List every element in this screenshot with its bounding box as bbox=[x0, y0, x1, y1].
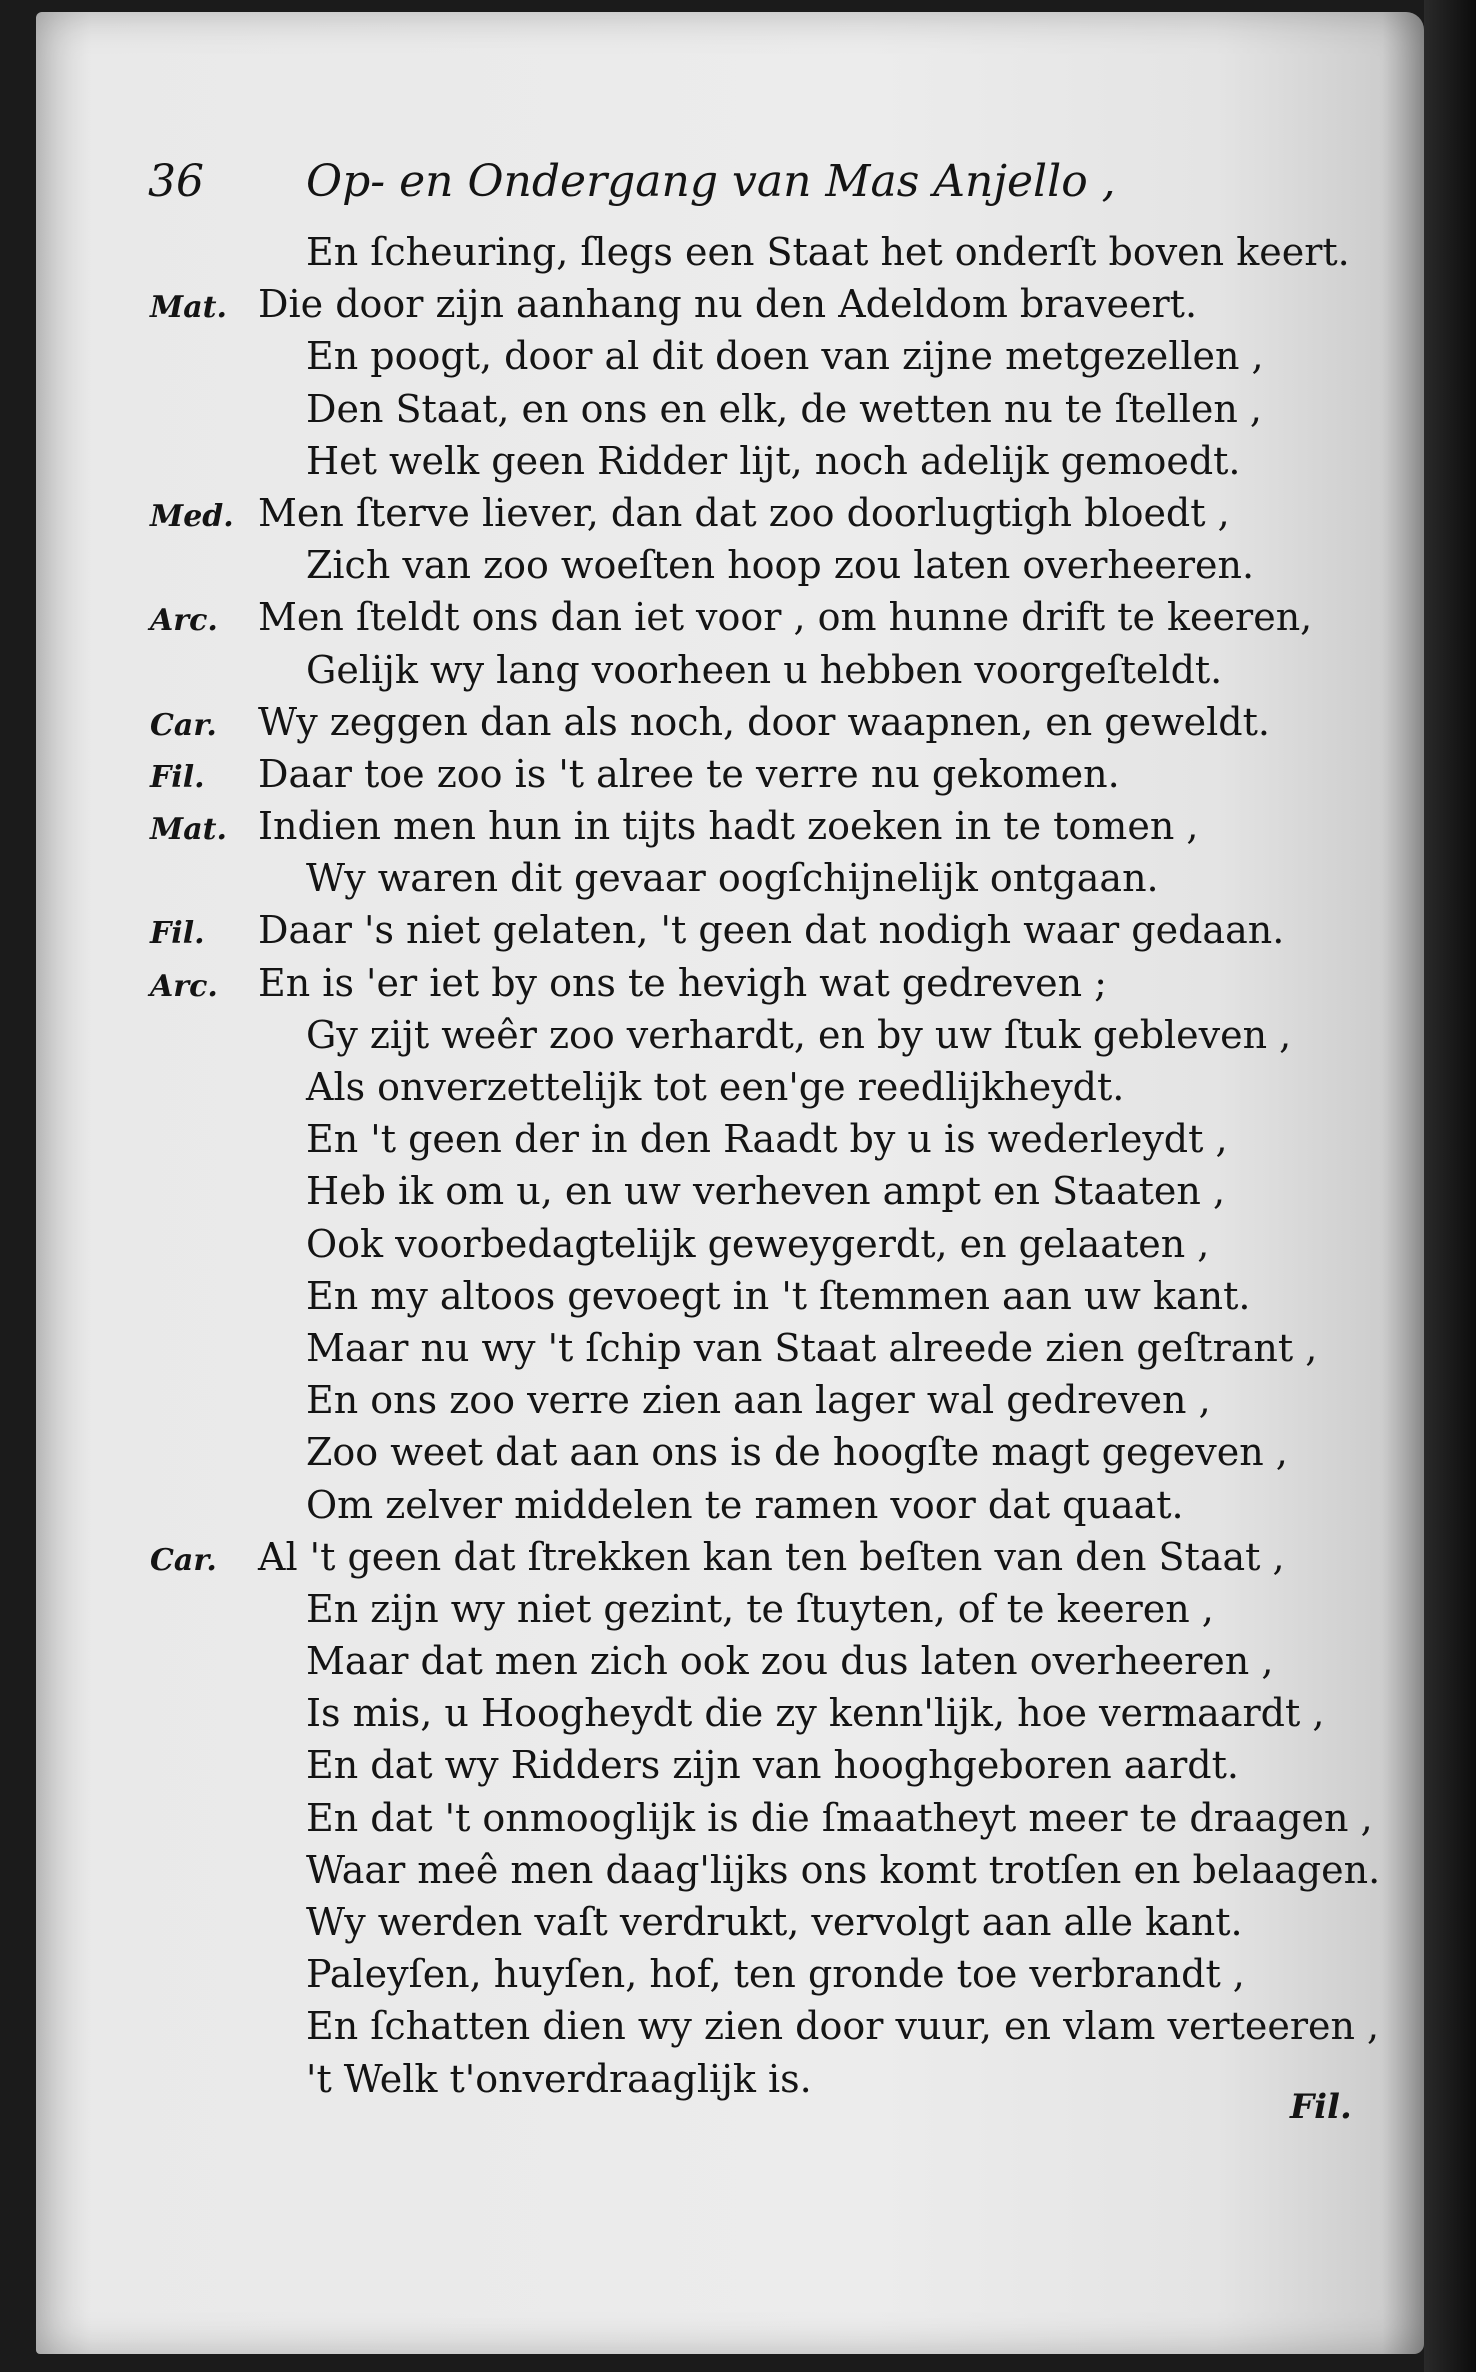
verse-text: Is mis, u Hoogheydt die zy kenn'lijk, hoe vermaardt , bbox=[306, 1691, 1325, 1736]
verse-line bbox=[150, 1270, 1360, 1322]
speaker-label: Mat. bbox=[150, 290, 227, 326]
verse-text: Men ſteldt ons dan iet voor , om hunne drift te keeren, bbox=[258, 595, 1313, 640]
verse-text: Men ſterve liever, dan dat zoo doorlugtigh bloedt , bbox=[258, 490, 1230, 535]
catchword: Fil. bbox=[1290, 2087, 1352, 2127]
verse-line bbox=[150, 644, 1360, 696]
verse-text: Zoo weet dat aan ons is de hoogſte magt gegeven , bbox=[306, 1430, 1288, 1475]
verse-text: Wy werden vaſt verdrukt, vervolgt aan alle kant. bbox=[306, 1900, 1243, 1944]
speaker-label: Arc. bbox=[150, 603, 218, 639]
speaker-label: Fil. bbox=[150, 759, 205, 795]
verse-line bbox=[150, 1165, 1360, 1217]
verse-line bbox=[150, 957, 1360, 1009]
verse-text: Daar 's niet gelaten, 't geen dat nodigh waar gedaan. bbox=[258, 908, 1285, 953]
verse-text: Om zelver middelen te ramen voor dat quaat. bbox=[306, 1482, 1184, 1527]
verse-text: Daar toe zoo is 't alree te verre nu gekomen. bbox=[258, 751, 1120, 796]
verse-line bbox=[150, 1218, 1360, 1270]
verse-text: Al 't geen dat ſtrekken kan ten beſten van den Staat , bbox=[258, 1534, 1285, 1579]
speaker-label: Car. bbox=[150, 707, 217, 743]
verse-text: En ſcheuring, ſlegs een Staat het onderſt boven keert. bbox=[306, 230, 1350, 274]
verse-text: En dat wy Ridders zijn van hooghgeboren aardt. bbox=[306, 1743, 1239, 1788]
verse-text: En 't geen der in den Raadt by u is wederleydt , bbox=[306, 1117, 1228, 1162]
verse-line bbox=[150, 1792, 1373, 1844]
verse-text: Heb ik om u, en uw verheven ampt en Staaten , bbox=[306, 1169, 1226, 1214]
verse-line bbox=[150, 278, 1360, 330]
verse-line bbox=[150, 539, 1360, 591]
verse-text: Ook voorbedagtelijk geweygerdt, en gelaaten , bbox=[306, 1221, 1210, 1266]
verse-line bbox=[150, 1948, 1360, 2000]
verse-block bbox=[150, 226, 1381, 2105]
verse-line bbox=[150, 1374, 1360, 1426]
verse-line bbox=[150, 748, 1360, 800]
verse-line bbox=[150, 1739, 1360, 1791]
verse-text: En zijn wy niet gezint, te ſtuyten, of te keeren , bbox=[306, 1586, 1214, 1631]
verse-line bbox=[150, 591, 1360, 643]
verse-text: Als onverzettelijk tot een'ge reedlijkheydt. bbox=[306, 1065, 1125, 1109]
verse-text: En poogt, door al dit doen van zijne metgezellen , bbox=[306, 334, 1264, 379]
verse-text: Indien men hun in tijts hadt zoeken in te tomen , bbox=[258, 804, 1199, 849]
verse-text: En ons zoo verre zien aan lager wal gedreven , bbox=[306, 1378, 1211, 1423]
verse-text: Paleyſen, huyſen, hof, ten gronde toe verbrandt , bbox=[306, 1952, 1245, 1997]
speaker-label: Mat. bbox=[150, 812, 227, 848]
verse-text: Wy zeggen dan als noch, door waapnen, en geweldt. bbox=[258, 699, 1270, 744]
speaker-label: Car. bbox=[150, 1542, 217, 1578]
verse-line bbox=[150, 2000, 1380, 2052]
verse-text: Wy waren dit gevaar oogſchijnelijk ontgaan. bbox=[306, 856, 1159, 901]
verse-line bbox=[150, 1426, 1360, 1478]
verse-line bbox=[150, 1896, 1360, 1948]
verse-text: En dat 't onmooglijk is die ſmaatheyt meer te draagen , bbox=[306, 1795, 1373, 1840]
verse-text: En is 'er iet by ons te hevigh wat gedreven ; bbox=[258, 960, 1107, 1005]
page-number: 36 bbox=[148, 156, 204, 207]
verse-line bbox=[150, 2053, 1360, 2105]
verse-line bbox=[150, 1844, 1381, 1896]
verse-text: En my altoos gevoegt in 't ſtemmen aan uw kant. bbox=[306, 1273, 1251, 1318]
verse-line bbox=[150, 696, 1360, 748]
verse-line bbox=[150, 904, 1360, 956]
speaker-label: Arc. bbox=[150, 968, 218, 1004]
verse-line bbox=[150, 852, 1360, 904]
verse-text: Maar nu wy 't ſchip van Staat alreede zien geſtrant , bbox=[306, 1325, 1318, 1370]
verse-line bbox=[150, 1479, 1360, 1531]
running-title: Op- en Ondergang van Mas Anjello , bbox=[306, 156, 1116, 207]
verse-line bbox=[150, 435, 1360, 487]
verse-line bbox=[150, 1635, 1360, 1687]
verse-text: Zich van zoo woeſten hoop zou laten overheeren. bbox=[306, 543, 1255, 588]
verse-line bbox=[150, 1322, 1360, 1374]
verse-line bbox=[150, 1113, 1360, 1165]
verse-line bbox=[150, 487, 1360, 539]
verse-line bbox=[150, 226, 1360, 278]
verse-line bbox=[150, 800, 1360, 852]
verse-text: Den Staat, en ons en elk, de wetten nu te ſtellen , bbox=[306, 386, 1262, 431]
verse-line bbox=[150, 1009, 1360, 1061]
verse-text: Het welk geen Ridder lijt, noch adelijk gemoedt. bbox=[306, 438, 1241, 483]
running-header bbox=[148, 150, 1248, 214]
verse-line bbox=[150, 1061, 1360, 1113]
verse-line bbox=[150, 330, 1360, 382]
speaker-label: Med. bbox=[150, 498, 234, 534]
verse-line bbox=[150, 1583, 1360, 1635]
verse-text: 't Welk t'onverdraaglijk is. bbox=[306, 2056, 812, 2101]
verse-text: En ſchatten dien wy zien door vuur, en vlam verteeren , bbox=[306, 2004, 1380, 2049]
verse-text: Gy zijt weêr zoo verhardt, en by uw ſtuk gebleven , bbox=[306, 1012, 1292, 1057]
verse-line bbox=[150, 1687, 1360, 1739]
verse-text: Die door zijn aanhang nu den Adeldom braveert. bbox=[258, 282, 1198, 327]
verse-text: Gelijk wy lang voorheen u hebben voorgeſteldt. bbox=[306, 647, 1223, 692]
verse-line bbox=[150, 1531, 1360, 1583]
verse-text: Waar meê men daag'lijks ons komt trotſen en belaagen. bbox=[306, 1847, 1381, 1892]
speaker-label: Fil. bbox=[150, 916, 205, 952]
verse-text: Maar dat men zich ook zou dus laten overheeren , bbox=[306, 1639, 1274, 1684]
verse-line bbox=[150, 383, 1360, 435]
